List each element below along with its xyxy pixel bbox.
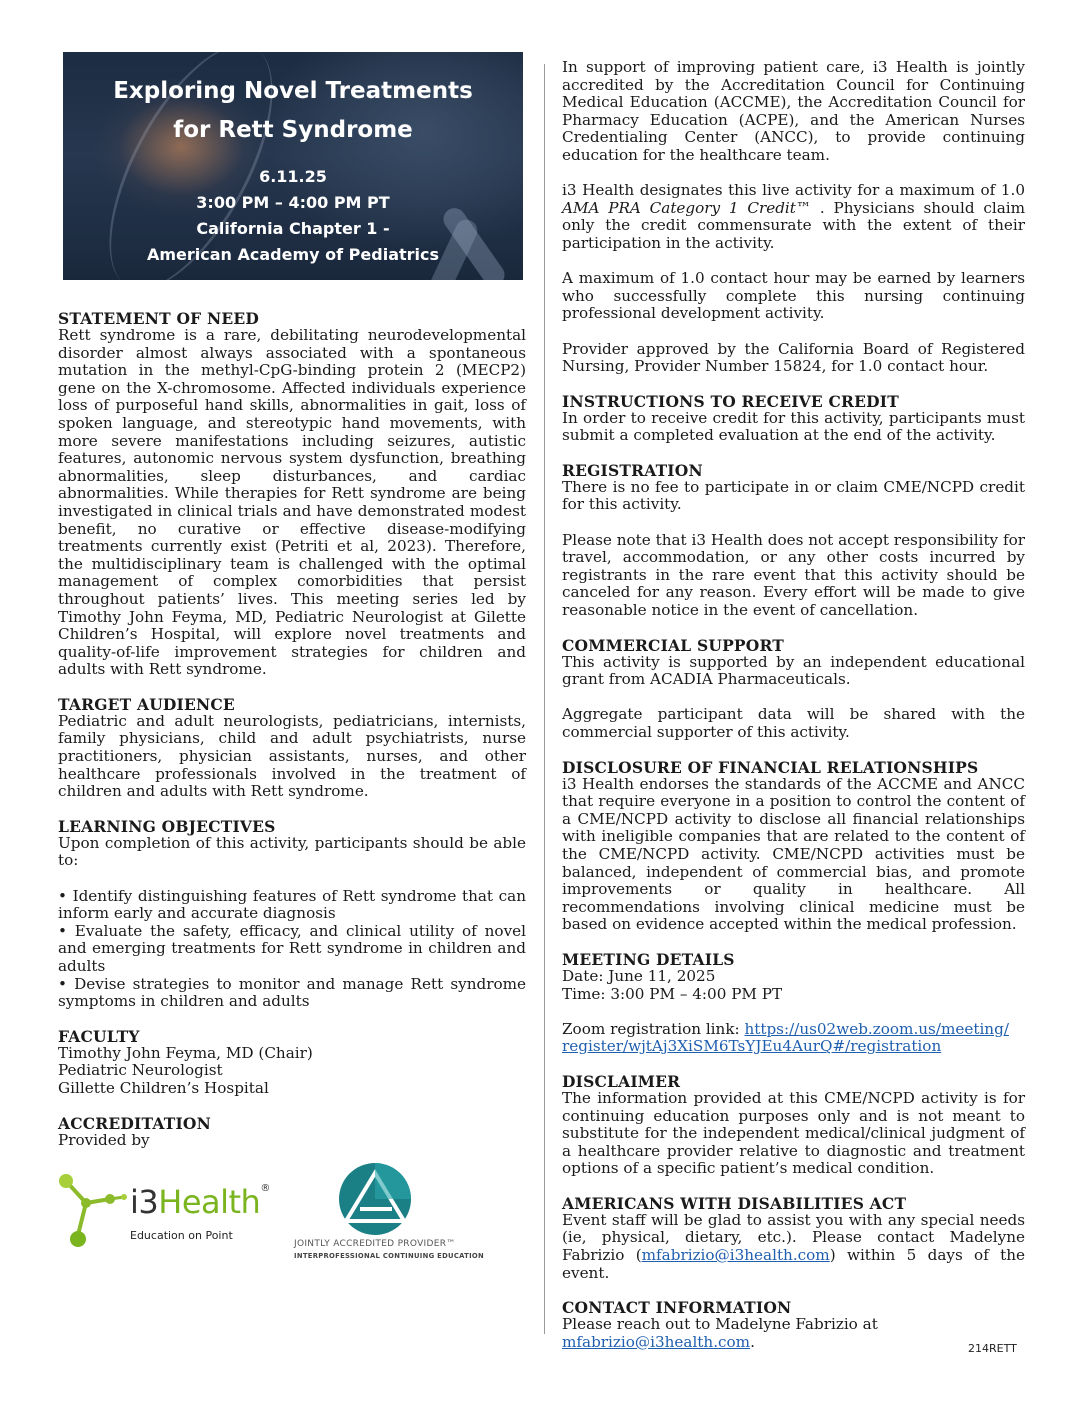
banner-org-line1: California Chapter 1 - — [196, 219, 390, 238]
objective-item: • Evaluate the safety, efficacy, and clinical utility of novel and emerging treatments for Rett syndrome in children and adults — [58, 921, 526, 975]
faculty-institution: Gillette Children’s Hospital — [58, 1078, 269, 1097]
commercial-support-section — [562, 637, 1025, 742]
objective-item: • Devise strategies to monitor and manage Rett syndrome symptoms in children and adults — [58, 974, 526, 1011]
i3-health-logo — [58, 1173, 278, 1253]
contact-period: . — [750, 1332, 755, 1351]
document-code: 214RETT — [968, 1342, 1017, 1355]
zoom-label: Zoom registration link: — [562, 1019, 745, 1038]
meeting-time: Time: 3:00 PM – 4:00 PM PT — [562, 984, 783, 1003]
disclaimer-section — [562, 1073, 1025, 1178]
meeting-details-section — [562, 951, 1025, 1056]
i3-tagline: Education on Point — [130, 1229, 233, 1243]
i3-molecule-icon — [58, 1173, 128, 1253]
accreditor-logos — [58, 1159, 526, 1269]
disclaimer-body: The information provided at this CME/NCPD activity is for continuing education purposes only and is not meant to substitute for the independent medical/clinical judgment of a healthcare provider relative to diagnostic and treatment options of a specific patient’s medical condition. — [562, 1088, 1025, 1178]
nursing-credit: A maximum of 1.0 contact hour may be earned by learners who successfully complete this nursing continuing professional development activity. — [562, 269, 1025, 323]
target-audience-section — [58, 696, 526, 801]
contact-email-line — [562, 1334, 1025, 1352]
faculty-name: Timothy John Feyma, MD (Chair) — [58, 1043, 313, 1062]
ada-section — [562, 1195, 1025, 1282]
banner-title-line2: for Rett Syndrome — [173, 117, 413, 143]
statement-of-need-section — [58, 310, 526, 679]
statement-of-need-body: Rett syndrome is a rare, debilitating neurodevelopmental disorder almost always associated with a spontaneous mutation in the methyl-CpG-binding protein 2 (MECP2) gene on the X-chromosome. Affected individuals experience loss of purposeful hand skills, abnormalities in gait, loss of spoken language, and stereotypic hand movements, with more severe manifestations including seizures, autistic features, autonomic nervous system dysfunction, breathing abnormalities, sleep disturbances, and cardiac abnormalities. While therapies for Rett syndrome are being investigated in clinical trials and have demonstrated modest benefit, no curative or effective disease-modifying treatments currently exist (Petriti et al, 2023). Therefore, the multidisciplinary team is challenged with the optimal management of complex comorbidities that persist throughout patients’ lives. This meeting series led by Timothy John Feyma, MD, Pediatric Neurologist at Gilette Children’s Hospital, will explore novel treatments and quality-of-life improvement strategies for children and adults with Rett syndrome. — [58, 326, 526, 679]
designation-text-end: ™ . Physicians should claim only the credit commensurate with the extent of their participation in the activity. — [562, 198, 1026, 252]
banner-text — [63, 52, 523, 268]
accreditation-section — [58, 1115, 526, 1270]
faculty-heading: FACULTY — [58, 1026, 140, 1046]
accreditation-heading: ACCREDITATION — [58, 1113, 212, 1133]
faculty-section — [58, 1028, 526, 1098]
designation-text: i3 Health designates this live activity for a maximum of 1.0 — [562, 181, 1025, 200]
registration-fee: There is no fee to participate in or claim CME/NCPD credit for this activity. — [562, 477, 1025, 514]
right-column — [562, 59, 1025, 1351]
i3-health-wordmark — [130, 1183, 270, 1221]
banner-org-line2: American Academy of Pediatrics — [146, 245, 440, 264]
zoom-link-part1: https://us02web.zoom.us/meeting/ — [744, 1019, 1009, 1038]
interprofessional-text: INTERPROFESSIONAL CONTINUING EDUCATION — [294, 1252, 484, 1261]
instructions-heading: INSTRUCTIONS TO RECEIVE CREDIT — [562, 391, 899, 411]
instructions-section — [562, 393, 1025, 445]
banner-title-line1: Exploring Novel Treatments — [113, 78, 473, 104]
learning-objectives-heading: LEARNING OBJECTIVES — [58, 816, 276, 836]
ada-heading: AMERICANS WITH DISABILITIES ACT — [562, 1193, 907, 1213]
target-audience-heading: TARGET AUDIENCE — [58, 694, 235, 714]
zoom-link-part2: register/wjtAj3XiSM6TsYJEu4AurQ#/registration — [562, 1037, 942, 1056]
learning-objectives-intro: Upon completion of this activity, participants should be able to: — [58, 833, 526, 870]
banner-time: 3:00 PM – 4:00 PM PT — [196, 193, 390, 212]
i3-wordmark-prefix: i3 — [130, 1183, 159, 1222]
column-divider — [544, 64, 545, 1334]
statement-of-need-heading: STATEMENT OF NEED — [58, 309, 260, 328]
ada-body — [562, 1212, 1025, 1282]
i3-wordmark-suffix: Health — [158, 1183, 261, 1222]
jointly-accredited-text: JOINTLY ACCREDITED PROVIDER™ — [294, 1239, 456, 1250]
left-column — [58, 52, 526, 1269]
contact-heading: CONTACT INFORMATION — [562, 1298, 792, 1318]
commercial-support-heading: COMMERCIAL SUPPORT — [562, 635, 785, 655]
i3-wordmark-registered: ® — [260, 1183, 270, 1195]
objective-item: • Identify distinguishing features of Rett syndrome that can inform early and accurate diagnosis — [58, 886, 526, 923]
disclaimer-heading: DISCLAIMER — [562, 1071, 681, 1091]
disclosure-body: i3 Health endorses the standards of the ACCME and ANCC that require everyone in a position to control the content of a CME/NCPD activity to disclose all financial relationships with ineligible companies that are related to the content of the CME/NCPD activity. CME/NCPD activities must be balanced, independent of commercial bias, and promote improvements or quality in healthcare. All recommendations involving clinical medicine must be based on evidence accepted within the medical profession. — [562, 774, 1025, 934]
registration-note: Please note that i3 Health does not accept responsibility for travel, accommodation, or any other costs incurred by registrants in the rare event that this activity should be canceled for any reason. Every effort will be made to give reasonable notice in the event of cancellation. — [562, 530, 1025, 620]
target-audience-body: Pediatric and adult neurologists, pediatricians, internists, family physicians, child and adult psychiatrists, nurse practitioners, physician assistants, nurses, and other healthcare professionals involved in the treatment of children and adults with Rett syndrome. — [58, 711, 526, 801]
disclosure-section — [562, 759, 1025, 934]
contact-email-link[interactable]: mfabrizio@i3health.com — [562, 1332, 751, 1351]
disclosure-heading: DISCLOSURE OF FINANCIAL RELATIONSHIPS — [562, 757, 979, 777]
commercial-support-body: This activity is supported by an independent educational grant from ACADIA Pharmaceuticals. — [562, 652, 1025, 689]
zoom-registration — [562, 1021, 1025, 1056]
meeting-details-heading: MEETING DETAILS — [562, 949, 735, 969]
registration-heading: REGISTRATION — [562, 460, 703, 480]
provider-approval: Provider approved by the California Board of Registered Nursing, Provider Number 15824, for 1.0 contact hour. — [562, 339, 1025, 376]
provided-by-label: Provided by — [58, 1130, 150, 1149]
meeting-date: Date: June 11, 2025 — [562, 966, 716, 985]
ama-credit-name: AMA PRA Category 1 Credit — [562, 198, 796, 217]
ada-text-end: ) within 5 days of the event. — [562, 1246, 1025, 1282]
jointly-accredited-icon — [294, 1159, 474, 1239]
credit-designation — [562, 182, 1025, 252]
banner-date: 6.11.25 — [259, 167, 327, 186]
contact-body: Please reach out to Madelyne Fabrizio at — [562, 1315, 878, 1334]
joint-accreditation-statement: In support of improving patient care, i3 Health is jointly accredited by the Accreditation Council for Continuing Medical Education (ACCME), the Accreditation Council for Pharmacy Education (ACPE), and the American Nurses Credentialing Center (ANCC), to provide continuing education for the healthcare team. — [562, 58, 1025, 164]
registration-section — [562, 462, 1025, 620]
instructions-body: In order to receive credit for this activity, participants must submit a completed evaluation at the end of the activity. — [562, 408, 1025, 445]
learning-objectives-section — [58, 818, 526, 1011]
ada-text: Event staff will be glad to assist you with any special needs (ie, physical, dietary, etc.). Please contact Madelyne Fabrizio ( — [562, 1210, 1025, 1265]
contact-section — [562, 1299, 1025, 1351]
ada-email-link[interactable]: mfabrizio@i3health.com — [641, 1246, 830, 1265]
commercial-data-sharing: Aggregate participant data will be shared with the commercial supporter of this activity. — [562, 705, 1025, 741]
jointly-accredited-logo — [294, 1159, 484, 1269]
faculty-title: Pediatric Neurologist — [58, 1061, 223, 1080]
event-banner — [63, 52, 523, 280]
